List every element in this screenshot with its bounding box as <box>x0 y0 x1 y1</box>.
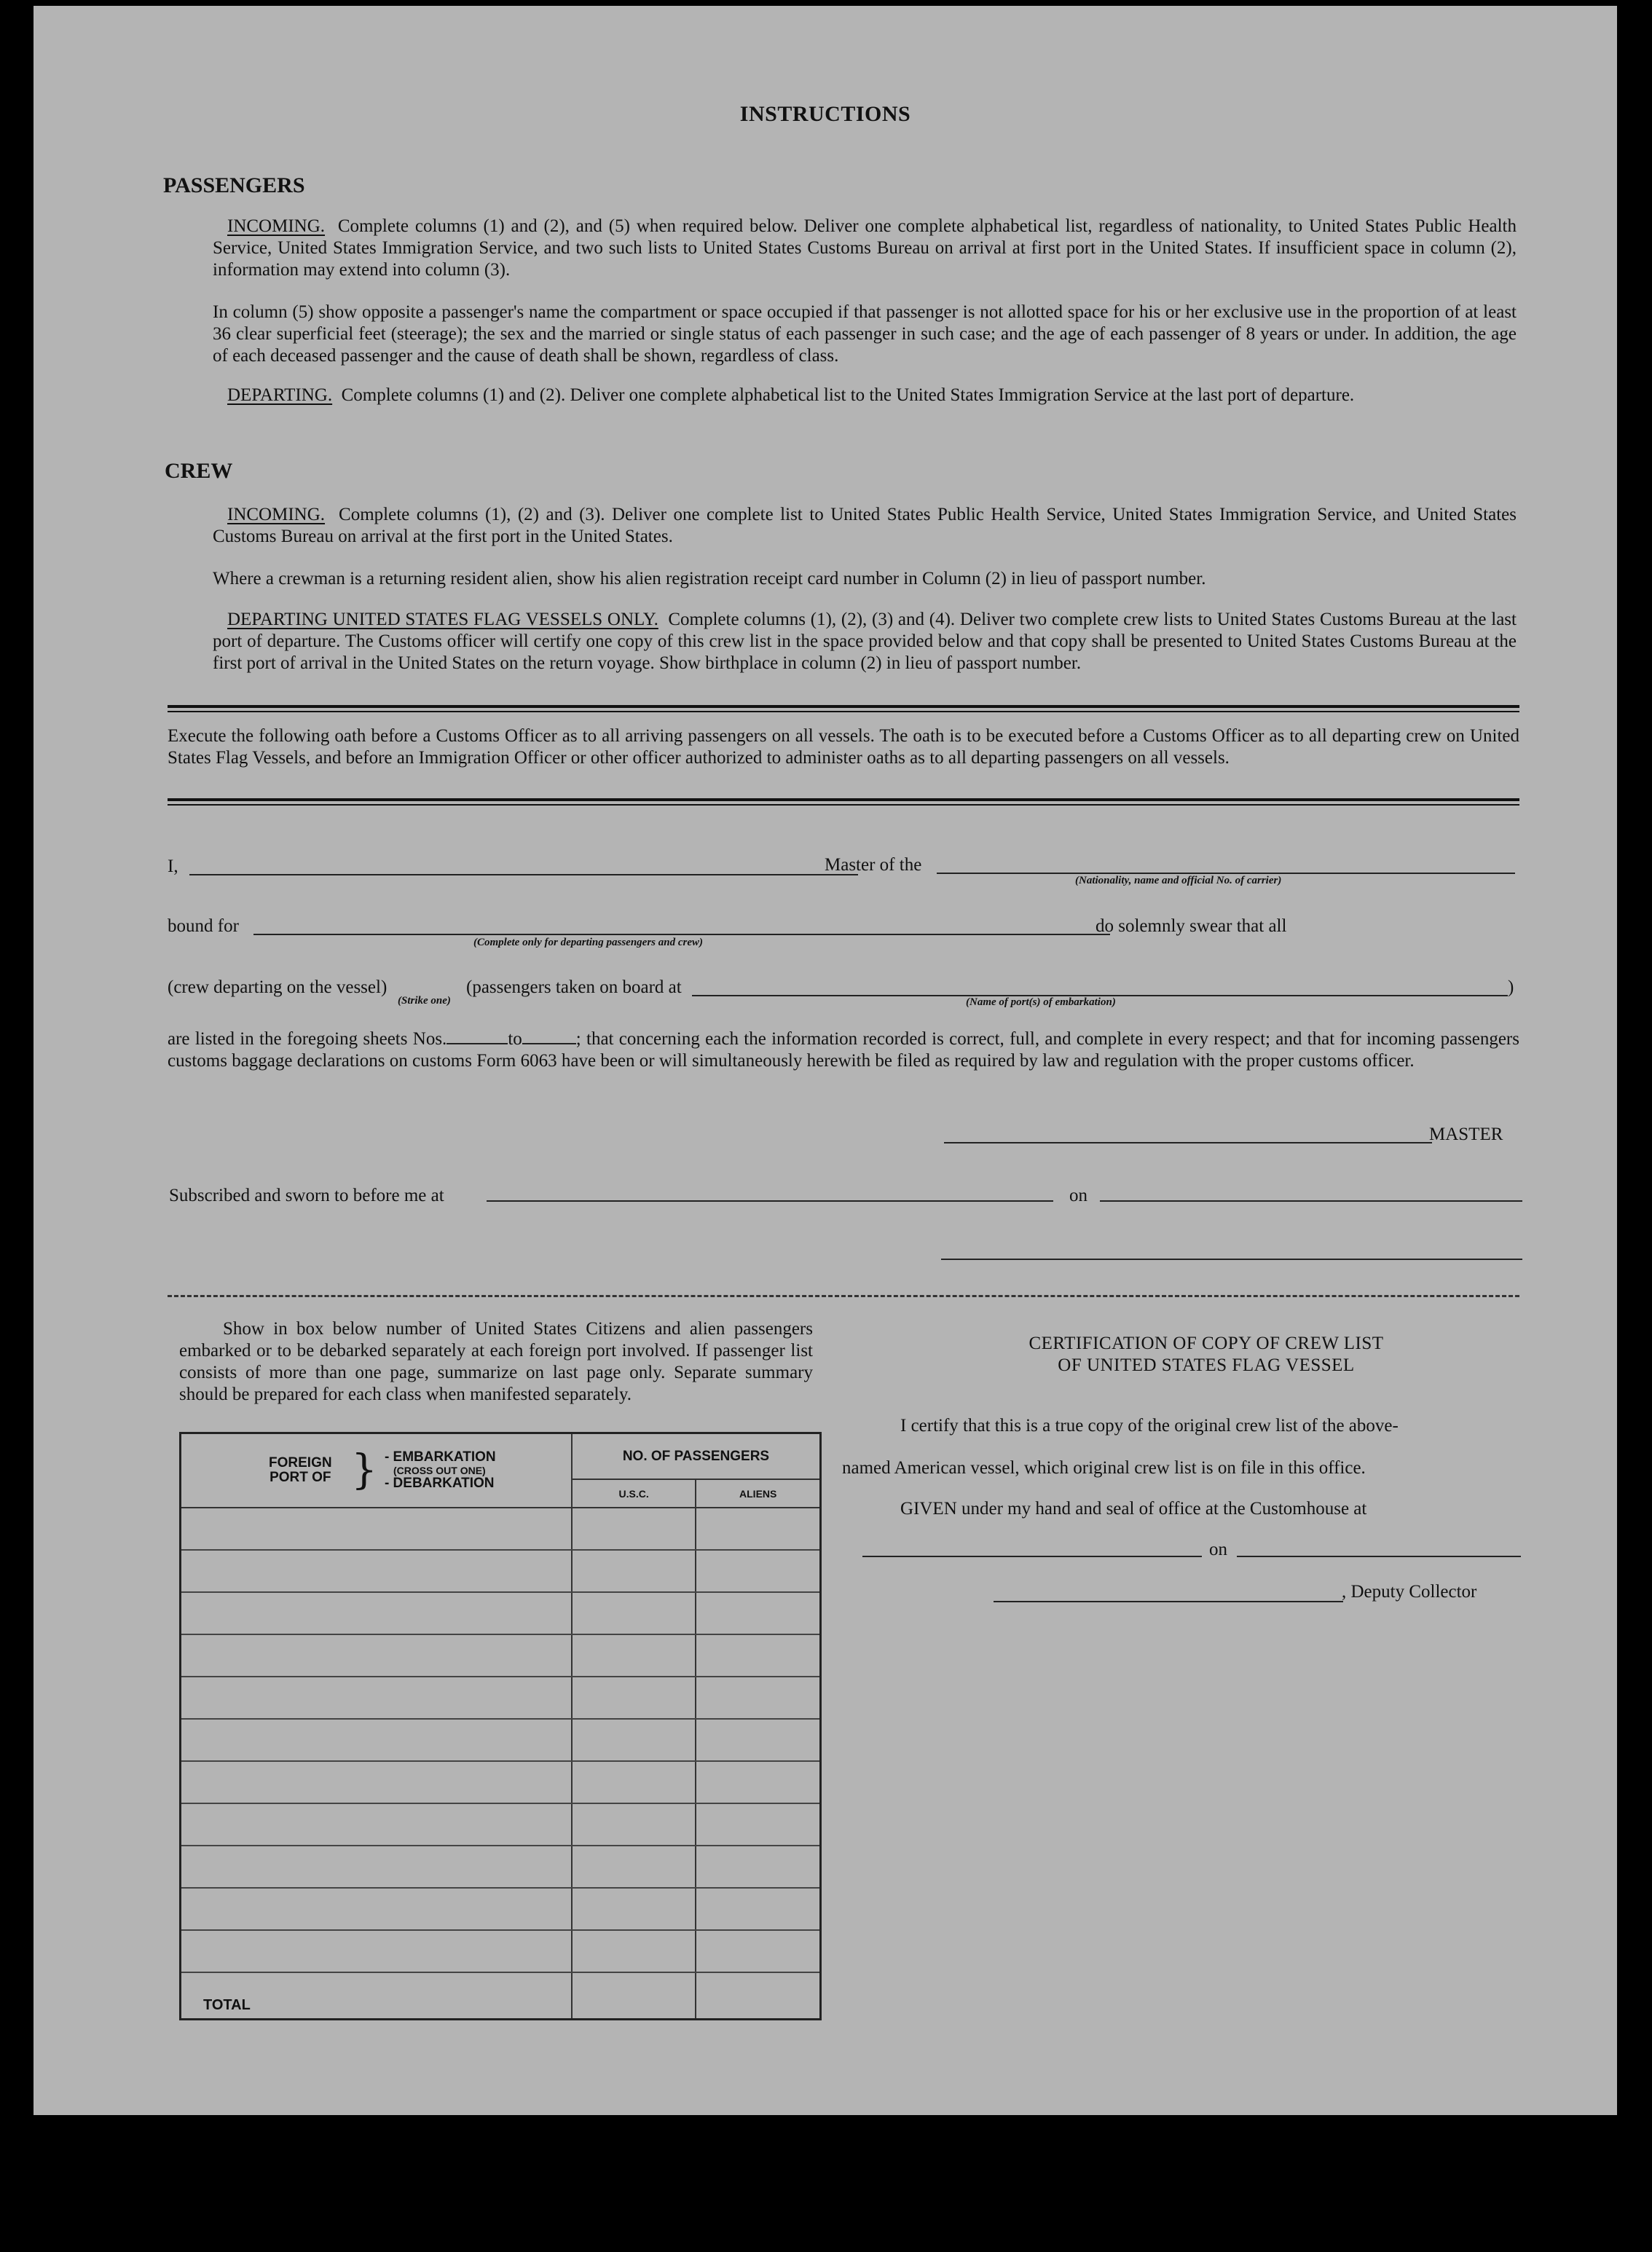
port-cell[interactable] <box>181 1634 572 1677</box>
certification-title-line1: CERTIFICATION OF COPY OF CREW LIST <box>1028 1334 1384 1353</box>
aliens-cell[interactable] <box>696 1550 820 1592</box>
table-row <box>181 1888 821 1930</box>
certification-title <box>871 1333 1541 1377</box>
aliens-cell[interactable] <box>696 1508 820 1550</box>
passengers-column5-paragraph: In column (5) show opposite a passenger's name the compartment or space occupied if that passenger is not allotted space for his or her exclusive use in the proportion of at least 36 clear superficial feet (steerage); the sex and the married or single status of each passenger in such case; and the age of each passenger of 8 years or under. In addition, the age of each deceased passenger and the cause of death shall be shown, regardless of class. <box>213 302 1517 366</box>
embarkation-option[interactable]: - EMBARKATION <box>384 1449 496 1465</box>
aliens-cell[interactable] <box>696 1846 820 1888</box>
port-cell[interactable] <box>181 1761 572 1803</box>
aliens-cell[interactable] <box>696 1761 820 1803</box>
port-cell[interactable] <box>181 1719 572 1761</box>
port-cell[interactable] <box>181 1508 572 1550</box>
close-paren: ) <box>1508 977 1514 997</box>
usc-cell[interactable] <box>572 1592 696 1634</box>
master-signature-field[interactable] <box>944 1142 1432 1143</box>
master-label: MASTER <box>1429 1125 1503 1144</box>
port-cell[interactable] <box>181 1930 572 1972</box>
usc-cell[interactable] <box>572 1550 696 1592</box>
aliens-header: ALIENS <box>696 1479 820 1508</box>
bound-for-label: bound for <box>168 916 239 936</box>
section-divider <box>168 705 1519 712</box>
listed-rest: ; that concerning each the information recorded is correct, full, and complete in every respect; and that for incoming passengers customs baggage declarations on customs Form 6063 have been or will simultaneously herewith be filed as required by law and regulation with the proper customs officer. <box>168 1029 1519 1071</box>
passenger-summary-table <box>179 1432 822 2020</box>
passengers-incoming-paragraph <box>213 216 1517 281</box>
deputy-signature-field[interactable] <box>994 1601 1343 1602</box>
crew-incoming-text: Complete columns (1), (2) and (3). Deliver one complete list to United States Public Health Service, United States Immigration Service, and United States Customs Bureau on arrival at the first port in the United States. <box>213 505 1517 546</box>
aliens-cell[interactable] <box>696 1634 820 1677</box>
crew-heading: CREW <box>165 459 233 483</box>
summary-instructions: Show in box below number of United States Citizens and alien passengers embarked or to be debarked separately at each foreign port involved. If passenger list consists of more than one page, summarize on last page only. Separate summary should be prepared for each class when manifested separately. <box>179 1319 813 1404</box>
table-row <box>181 1930 821 1972</box>
usc-cell[interactable] <box>572 1846 696 1888</box>
port-cell[interactable] <box>181 1803 572 1846</box>
deputy-collector-label: , Deputy Collector <box>1342 1582 1477 1602</box>
table-row <box>181 1761 821 1803</box>
passengers-departing-paragraph <box>213 385 1517 406</box>
sworn-at-field[interactable] <box>487 1200 1053 1202</box>
usc-cell[interactable] <box>572 1888 696 1930</box>
certification-on-label: on <box>1209 1540 1227 1559</box>
port-cell[interactable] <box>181 1677 572 1719</box>
table-row <box>181 1719 821 1761</box>
passengers-departing-label: DEPARTING. <box>227 385 333 405</box>
passengers-incoming-label: INCOMING. <box>227 216 326 236</box>
given-text: GIVEN under my hand and seal of office at the Customhouse at <box>900 1499 1367 1519</box>
usc-cell[interactable] <box>572 1677 696 1719</box>
usc-cell[interactable] <box>572 1634 696 1677</box>
master-of-the-label: Master of the <box>825 855 922 875</box>
debarkation-option[interactable]: - DEBARKATION <box>384 1476 495 1491</box>
table-row <box>181 1634 821 1677</box>
usc-cell[interactable] <box>572 1719 696 1761</box>
crew-departing-label: DEPARTING UNITED STATES FLAG VESSELS ONLY. <box>227 610 658 629</box>
bracket-icon: } <box>351 1446 377 1494</box>
oath-instructions: Execute the following oath before a Customs Officer as to all arriving passengers on all vessels. The oath is to be executed before a Customs Officer as to all departing crew on United States Flag Vessels, and before an Immigration Officer or other officer authorized to administer oaths as to all departing passengers on all vessels. <box>168 726 1519 768</box>
no-of-passengers-header: NO. OF PASSENGERS <box>572 1433 821 1480</box>
table-row <box>181 1592 821 1634</box>
certification-title-line2: OF UNITED STATES FLAG VESSEL <box>1058 1355 1355 1375</box>
bound-for-field[interactable] <box>253 934 1110 935</box>
table-row <box>181 1846 821 1888</box>
customhouse-field[interactable] <box>862 1556 1202 1557</box>
crew-departing-paragraph <box>213 609 1517 674</box>
officer-signature-field[interactable] <box>941 1259 1522 1260</box>
table-row <box>181 1508 821 1550</box>
port-cell[interactable] <box>181 1846 572 1888</box>
crew-departing-option[interactable]: (crew departing on the vessel) <box>168 977 388 997</box>
cross-out-caption: (CROSS OUT ONE) <box>393 1465 486 1476</box>
usc-cell[interactable] <box>572 1803 696 1846</box>
usc-cell[interactable] <box>572 1930 696 1972</box>
aliens-total-cell[interactable] <box>696 1972 820 2020</box>
table-row <box>181 1677 821 1719</box>
master-name-field[interactable] <box>189 874 858 875</box>
strike-one-caption: (Strike one) <box>398 995 451 1007</box>
aliens-cell[interactable] <box>696 1888 820 1930</box>
subscribed-label: Subscribed and sworn to before me at <box>169 1186 444 1205</box>
solemnly-swear-label: do solemnly swear that all <box>1096 916 1287 936</box>
foreign-port-header-cell <box>181 1433 572 1508</box>
listed-prefix: are listed in the foregoing sheets Nos. <box>168 1029 447 1049</box>
aliens-cell[interactable] <box>696 1592 820 1634</box>
sworn-date-field[interactable] <box>1100 1200 1522 1202</box>
total-row <box>181 1972 821 2020</box>
table-row <box>181 1550 821 1592</box>
table-row <box>181 1803 821 1846</box>
certify-line2: named American vessel, which original crew list is on file in this office. <box>842 1458 1366 1478</box>
sworn-on-label: on <box>1069 1186 1087 1205</box>
certify-line1: I certify that this is a true copy of the original crew list of the above- <box>900 1416 1399 1436</box>
passengers-taken-option[interactable]: (passengers taken on board at <box>466 977 682 997</box>
aliens-cell[interactable] <box>696 1803 820 1846</box>
port-cell[interactable] <box>181 1592 572 1634</box>
oath-statement <box>168 1028 1519 1072</box>
total-label: TOTAL <box>181 1972 572 2020</box>
passengers-heading: PASSENGERS <box>163 173 305 197</box>
usc-cell[interactable] <box>572 1508 696 1550</box>
port-cell[interactable] <box>181 1888 572 1930</box>
passengers-incoming-text: Complete columns (1) and (2), and (5) when required below. Deliver one complete alphabetical list, regardless of nationality, to United States Public Health Service, United States Immigration Service, and two such lists to United States Customs Bureau on arrival at first port in the United States. If insufficient space in column (2), information may extend into column (3). <box>213 216 1517 280</box>
bound-caption: (Complete only for departing passengers and crew) <box>473 937 703 948</box>
nationality-caption: (Nationality, name and official No. of carrier) <box>1075 875 1282 886</box>
port-cell[interactable] <box>181 1550 572 1592</box>
ports-caption: (Name of port(s) of embarkation) <box>966 996 1116 1008</box>
to-word: to <box>508 1029 522 1049</box>
crew-departing-text: Complete columns (1), (2), (3) and (4). Deliver two complete crew lists to United States Customs Bureau at the last port of departure. The Customs officer will certify one copy of this crew list in the space provided below and that copy shall be presented to United States Customs Bureau at the first port of arrival in the United States on the return voyage. Show birthplace in column (2) in lieu of passport number. <box>213 610 1517 673</box>
section-divider <box>168 798 1519 806</box>
certification-date-field[interactable] <box>1237 1556 1521 1557</box>
section-divider <box>168 1295 1519 1297</box>
aliens-cell[interactable] <box>696 1719 820 1761</box>
aliens-cell[interactable] <box>696 1677 820 1719</box>
oath-i-label: I, <box>168 857 178 876</box>
passengers-departing-text: Complete columns (1) and (2). Deliver one complete alphabetical list to the United States Immigration Service at the last port of departure. <box>341 385 1355 405</box>
sheet-to-field[interactable] <box>522 1028 576 1044</box>
usc-total-cell[interactable] <box>572 1972 696 2020</box>
crew-incoming-paragraph <box>213 504 1517 548</box>
page-title: INSTRUCTIONS <box>739 102 911 126</box>
carrier-field[interactable] <box>937 873 1515 874</box>
crew-alien-paragraph: Where a crewman is a returning resident alien, show his alien registration receipt card number in Column (2) in lieu of passport number. <box>213 569 1206 588</box>
foreign-port-label: FOREIGN PORT OF <box>269 1455 332 1485</box>
crew-incoming-label: INCOMING. <box>227 505 326 524</box>
form-page <box>34 6 1617 2115</box>
usc-cell[interactable] <box>572 1761 696 1803</box>
usc-header: U.S.C. <box>572 1479 696 1508</box>
sheet-from-field[interactable] <box>447 1028 508 1044</box>
aliens-cell[interactable] <box>696 1930 820 1972</box>
